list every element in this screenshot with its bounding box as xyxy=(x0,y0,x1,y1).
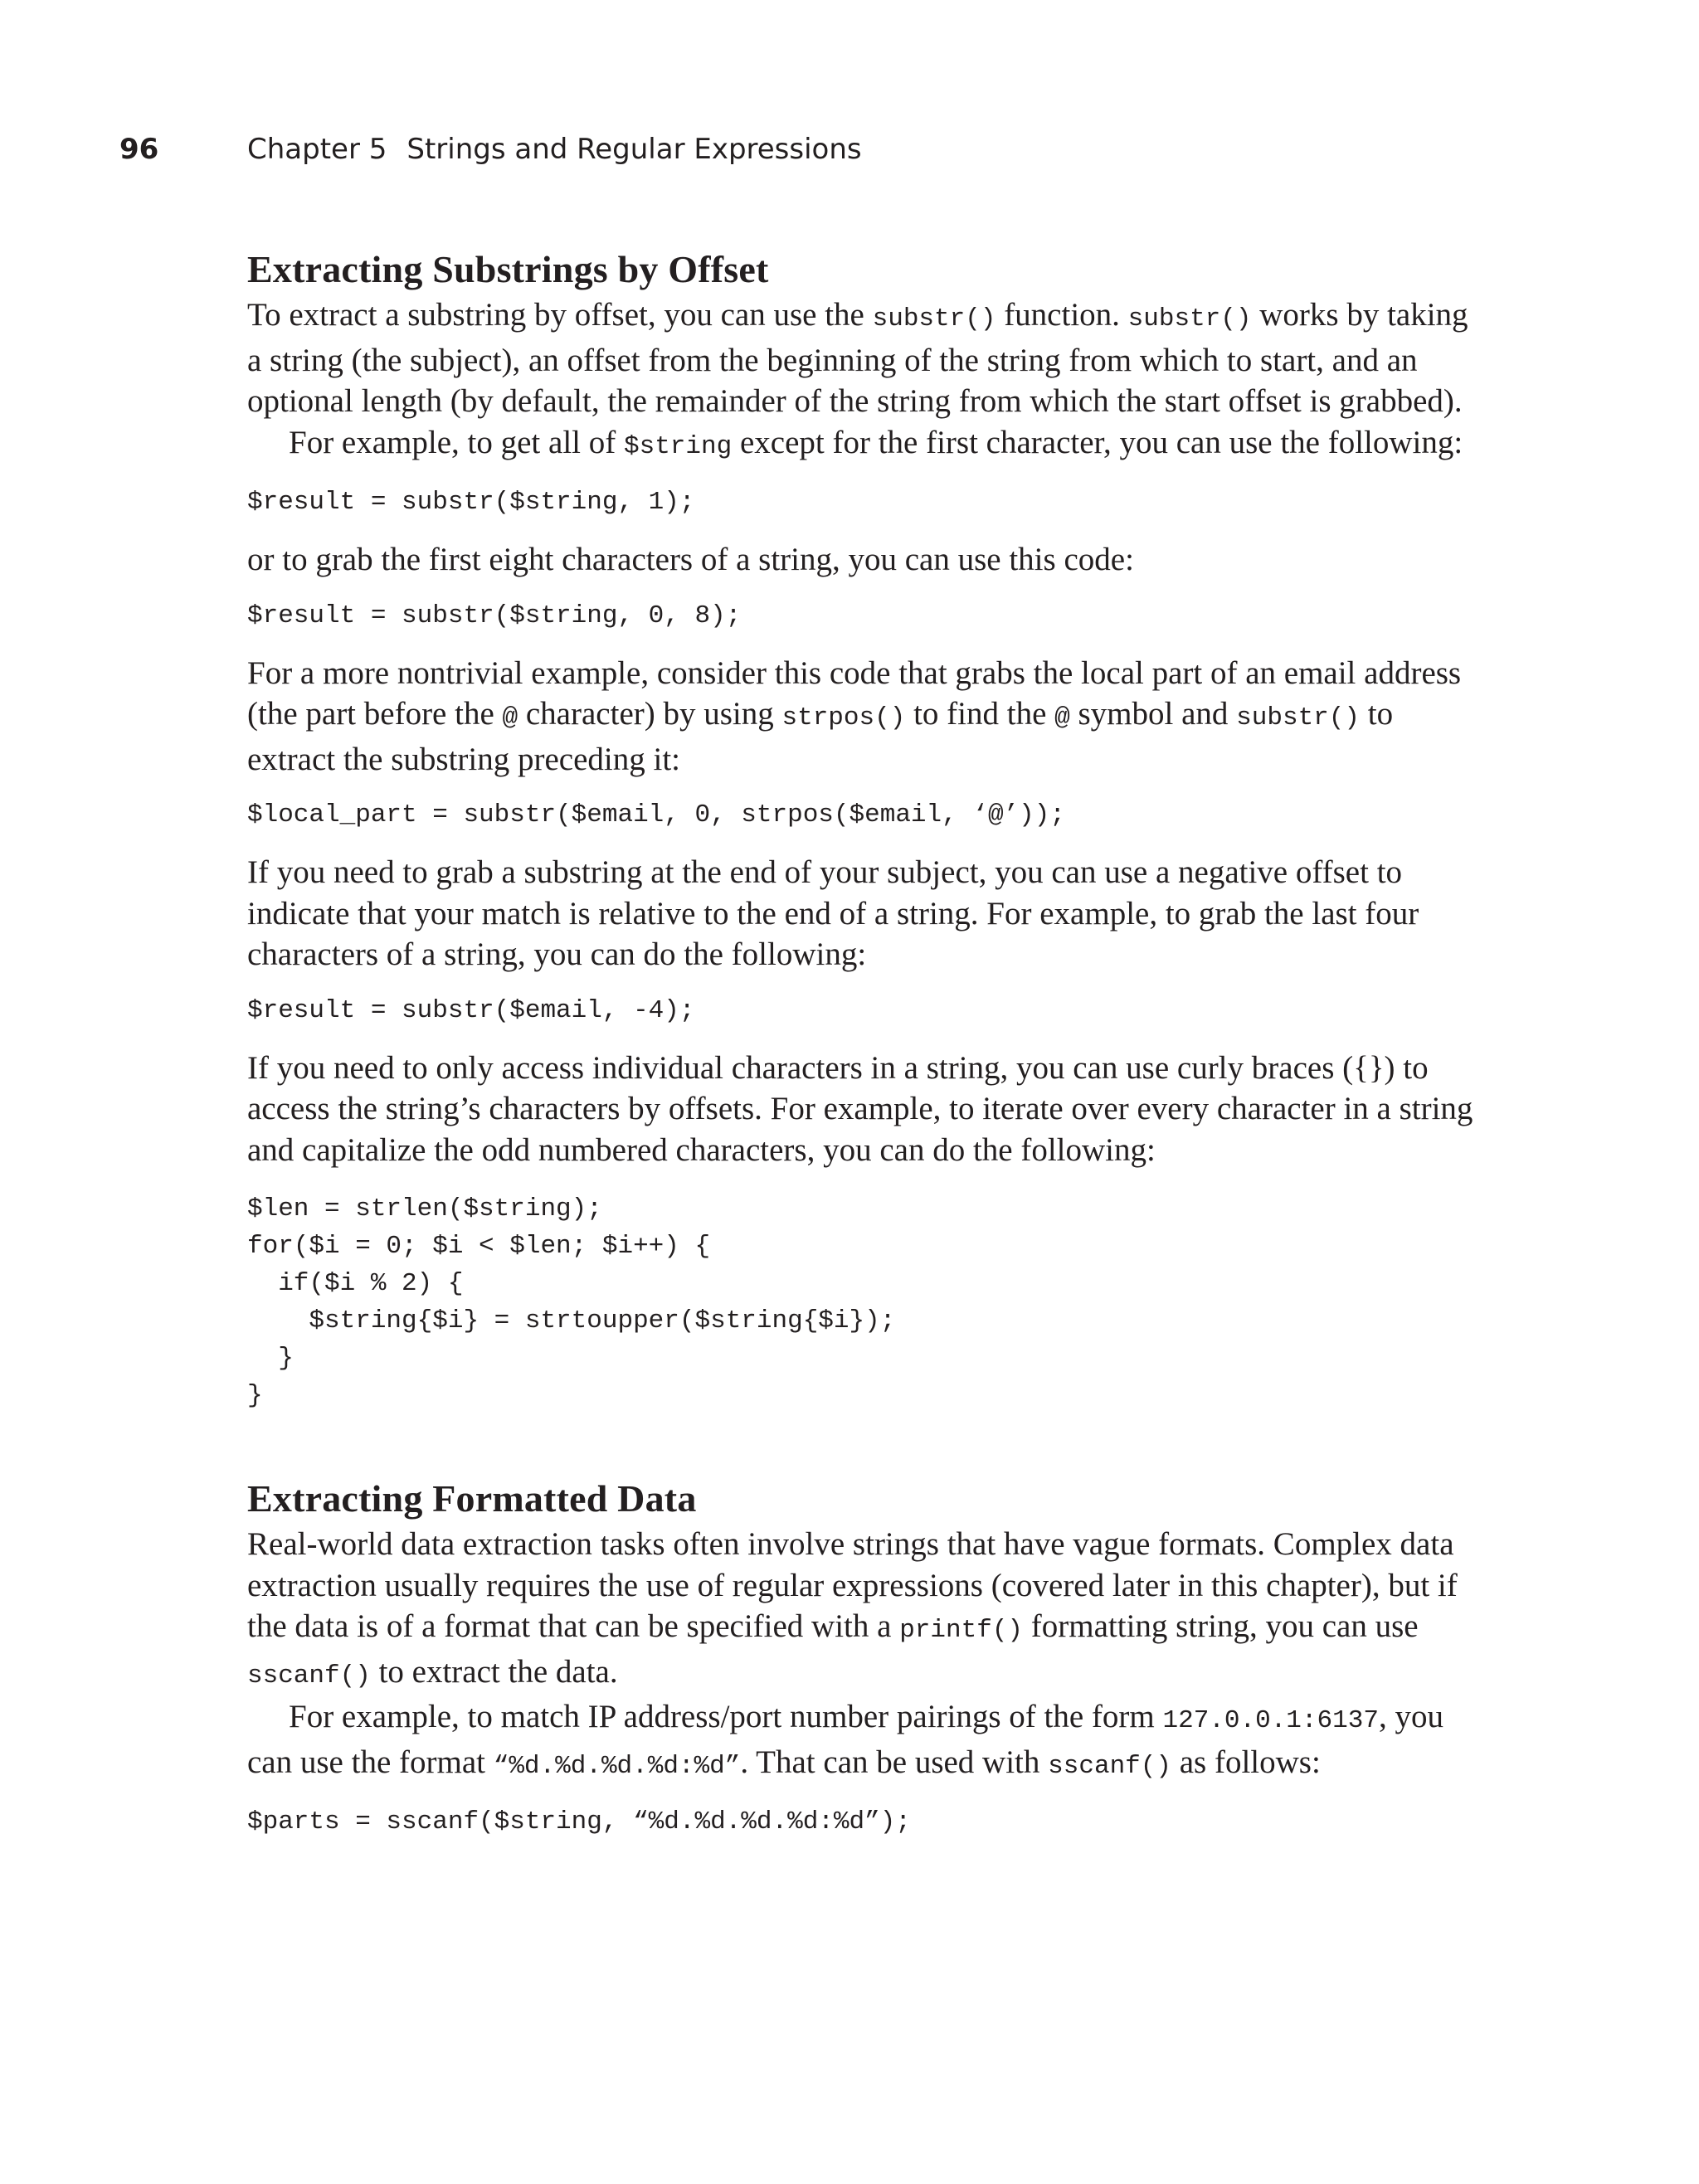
code-listing: $result = substr($string, 0, 8); xyxy=(247,601,742,630)
inline-code: substr() xyxy=(1236,703,1360,732)
running-header xyxy=(0,133,1699,176)
paragraph: or to grab the first eight characters of a string, you can use this code: xyxy=(247,542,1134,577)
paragraph: Real-world data extraction tasks often involve strings that have vague formats. Complex data extraction usually requires the use of regular expressions (covered later in this chapter), but if the data is of a format that can be specified with a printf() formatting string, you can use sscanf() to extract the data. xyxy=(247,1526,1458,1690)
paragraph: If you need to grab a substring at the end of your subject, you can use a negative offset to indicate that your match is relative to the end of a string. For example, to grab the last four characters of a string, you can do the following: xyxy=(247,854,1419,972)
code-listing: $len = strlen($string); for($i = 0; $i < $len; $i++) { if($i % 2) { $string{$i} = strtoupper($string{$i}); } } xyxy=(247,1194,896,1410)
inline-code: “%d.%d.%d.%d:%d” xyxy=(493,1751,741,1781)
page-number: 96 xyxy=(119,133,159,166)
inline-code: @ xyxy=(1054,703,1070,732)
code-listing: $result = substr($string, 1); xyxy=(247,488,695,517)
paragraph: If you need to only access individual characters in a string, you can use curly braces ({}) to access the string’s characters by offsets. For example, to iterate over every character in a string and capitalize the odd numbered characters, you can do the following: xyxy=(247,1049,1473,1168)
inline-code: 127.0.0.1:6137 xyxy=(1162,1706,1379,1735)
inline-code: substr() xyxy=(872,304,996,333)
inline-code: sscanf() xyxy=(247,1661,371,1690)
chapter-title: Strings and Regular Expressions xyxy=(406,133,862,166)
paragraph: For example, to match IP address/port number pairings of the form 127.0.0.1:6137, you can use the format “%d.%d.%d.%d:%d”. That can be used with sscanf() as follows: xyxy=(247,1699,1443,1781)
paragraph: For a more nontrivial example, consider this code that grabs the local part of an email address (the part before the @ character) by using strpos() to find the @ symbol and substr() to extract the substring preceding it: xyxy=(247,654,1462,777)
section-heading: Extracting Formatted Data xyxy=(247,1477,697,1520)
running-head xyxy=(247,133,862,166)
chapter-label: Chapter 5 xyxy=(247,133,387,166)
page-body xyxy=(247,245,1475,1859)
code-listing: $local_part = substr($email, 0, strpos($email, ‘@’)); xyxy=(247,800,1065,829)
paragraph: For example, to get all of $string except for the first character, you can use the following: xyxy=(289,424,1463,461)
inline-code: strpos() xyxy=(781,703,906,732)
inline-code: printf() xyxy=(899,1616,1024,1645)
inline-code: substr() xyxy=(1127,304,1252,333)
code-listing: $result = substr($email, -4); xyxy=(247,995,695,1025)
inline-code: sscanf() xyxy=(1048,1751,1171,1781)
code-listing: $parts = sscanf($string, “%d.%d.%d.%d:%d”); xyxy=(247,1807,911,1836)
paragraph: To extract a substring by offset, you can use the substr() function. substr() works by taking a string (the subject), an offset from the beginning of the string from which to start, and an optional length (by default, the remainder of the string from which the start offset is grabbed). xyxy=(247,297,1468,419)
section-heading: Extracting Substrings by Offset xyxy=(247,248,769,290)
inline-code: @ xyxy=(502,703,518,732)
inline-code: $string xyxy=(623,431,733,461)
